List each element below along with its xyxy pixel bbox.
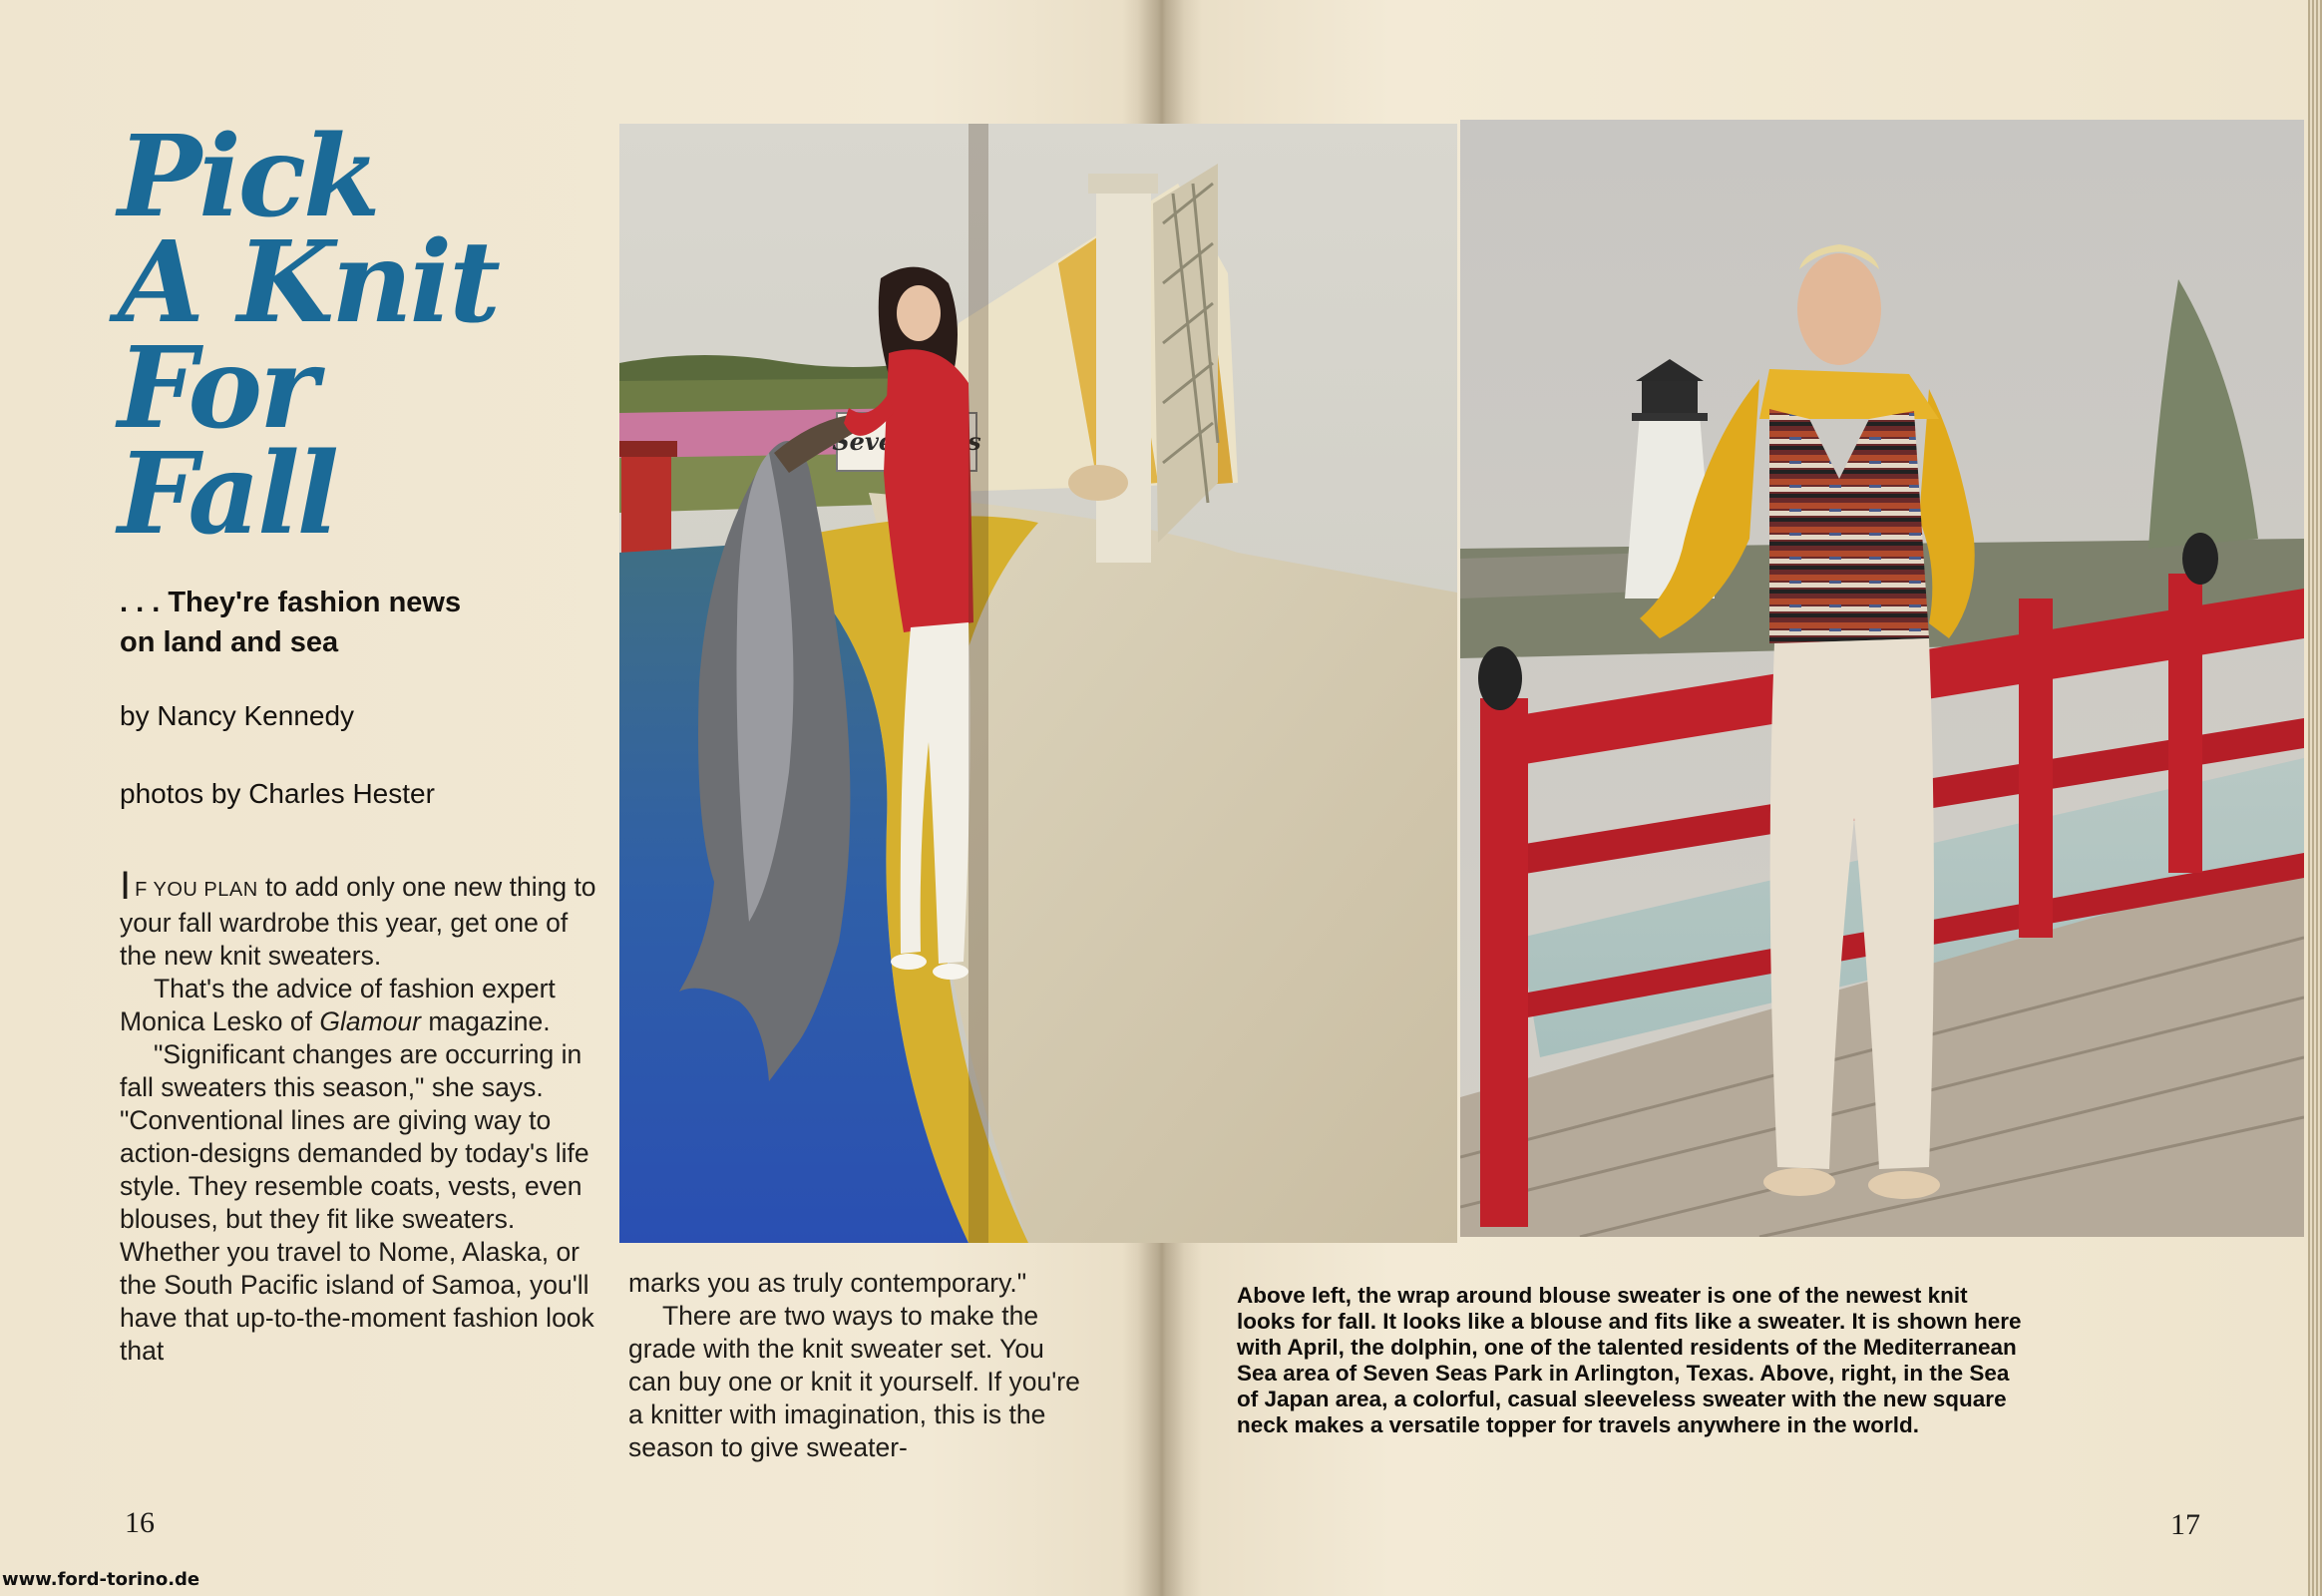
subtitle-line-2: on land and sea (120, 626, 339, 658)
paragraph-2 (120, 973, 596, 1038)
photo-credit: photos by Charles Hester (120, 778, 435, 809)
paragraph-5: There are two ways to make the grade with the knit sweater set. You can buy one or knit it yourself. If you're a knitter with imagination, this is the season to give sweater- (628, 1301, 1080, 1462)
title-line-1: Pick (118, 112, 378, 242)
man-railing-photo (1460, 120, 2304, 1237)
magazine-name: Glamour (319, 1006, 421, 1036)
page-number-right: 17 (2170, 1508, 2200, 1541)
paragraph-1-text: to add only one new thing to your fall wardrobe this year, get one of the new knit sweaters. (120, 872, 596, 971)
man-railing-photo-illustration (1460, 120, 2304, 1237)
page-edge (2308, 0, 2322, 1596)
paragraph-2-start: That's the advice of fashion expert Monica Lesko of (120, 974, 556, 1036)
drop-cap: I (120, 864, 132, 908)
dolphin-photo-illustration (619, 124, 1457, 1243)
article-subtitle (120, 583, 559, 662)
subtitle-line-1: . . . They're fashion news (120, 587, 462, 618)
title-line-2: A Knit (118, 217, 498, 348)
title-line-3: For (118, 323, 316, 454)
body-column-1 (120, 864, 596, 1368)
byline: by Nancy Kennedy (120, 700, 355, 731)
lead-in-smallcaps: F YOU PLAN (135, 879, 258, 901)
paragraph-4: marks you as truly contemporary." (628, 1268, 1027, 1298)
watermark: www.ford-torino.de (2, 1569, 200, 1590)
photo-caption: Above left, the wrap around blouse sweater is one of the newest knit looks for fall. It looks like a blouse and fits like a sweater. It is shown here with April, the dolphin, one of the talented residents of the Mediterranean Sea area of Seven Seas Park in Arlington, Texas. Above, right, in the Sea of Japan area, a colorful, casual sleeveless sweater with the new square neck makes a versatile topper for travels anywhere in the world. (1237, 1283, 2022, 1437)
paragraph-3: "Significant changes are occurring in fall sweaters this season," she says. "Conventional lines are giving way to action-designs demanded by today's life style. They resemble coats, vests, even blouses, but they fit like sweaters. Whether you travel to Nome, Alaska, or the South Pacific island of Samoa, you'll have that up-to-the-moment fashion look that (120, 1039, 594, 1366)
dolphin-photo (619, 124, 1457, 1243)
body-column-2 (628, 1267, 1087, 1464)
article-title (118, 112, 537, 560)
paragraph-2-end: magazine. (420, 1006, 551, 1036)
seven-seas-sign: Seven (832, 427, 912, 456)
title-line-4: Fall (118, 429, 337, 560)
paragraph-1 (120, 864, 596, 973)
page-number-left: 16 (125, 1506, 155, 1539)
